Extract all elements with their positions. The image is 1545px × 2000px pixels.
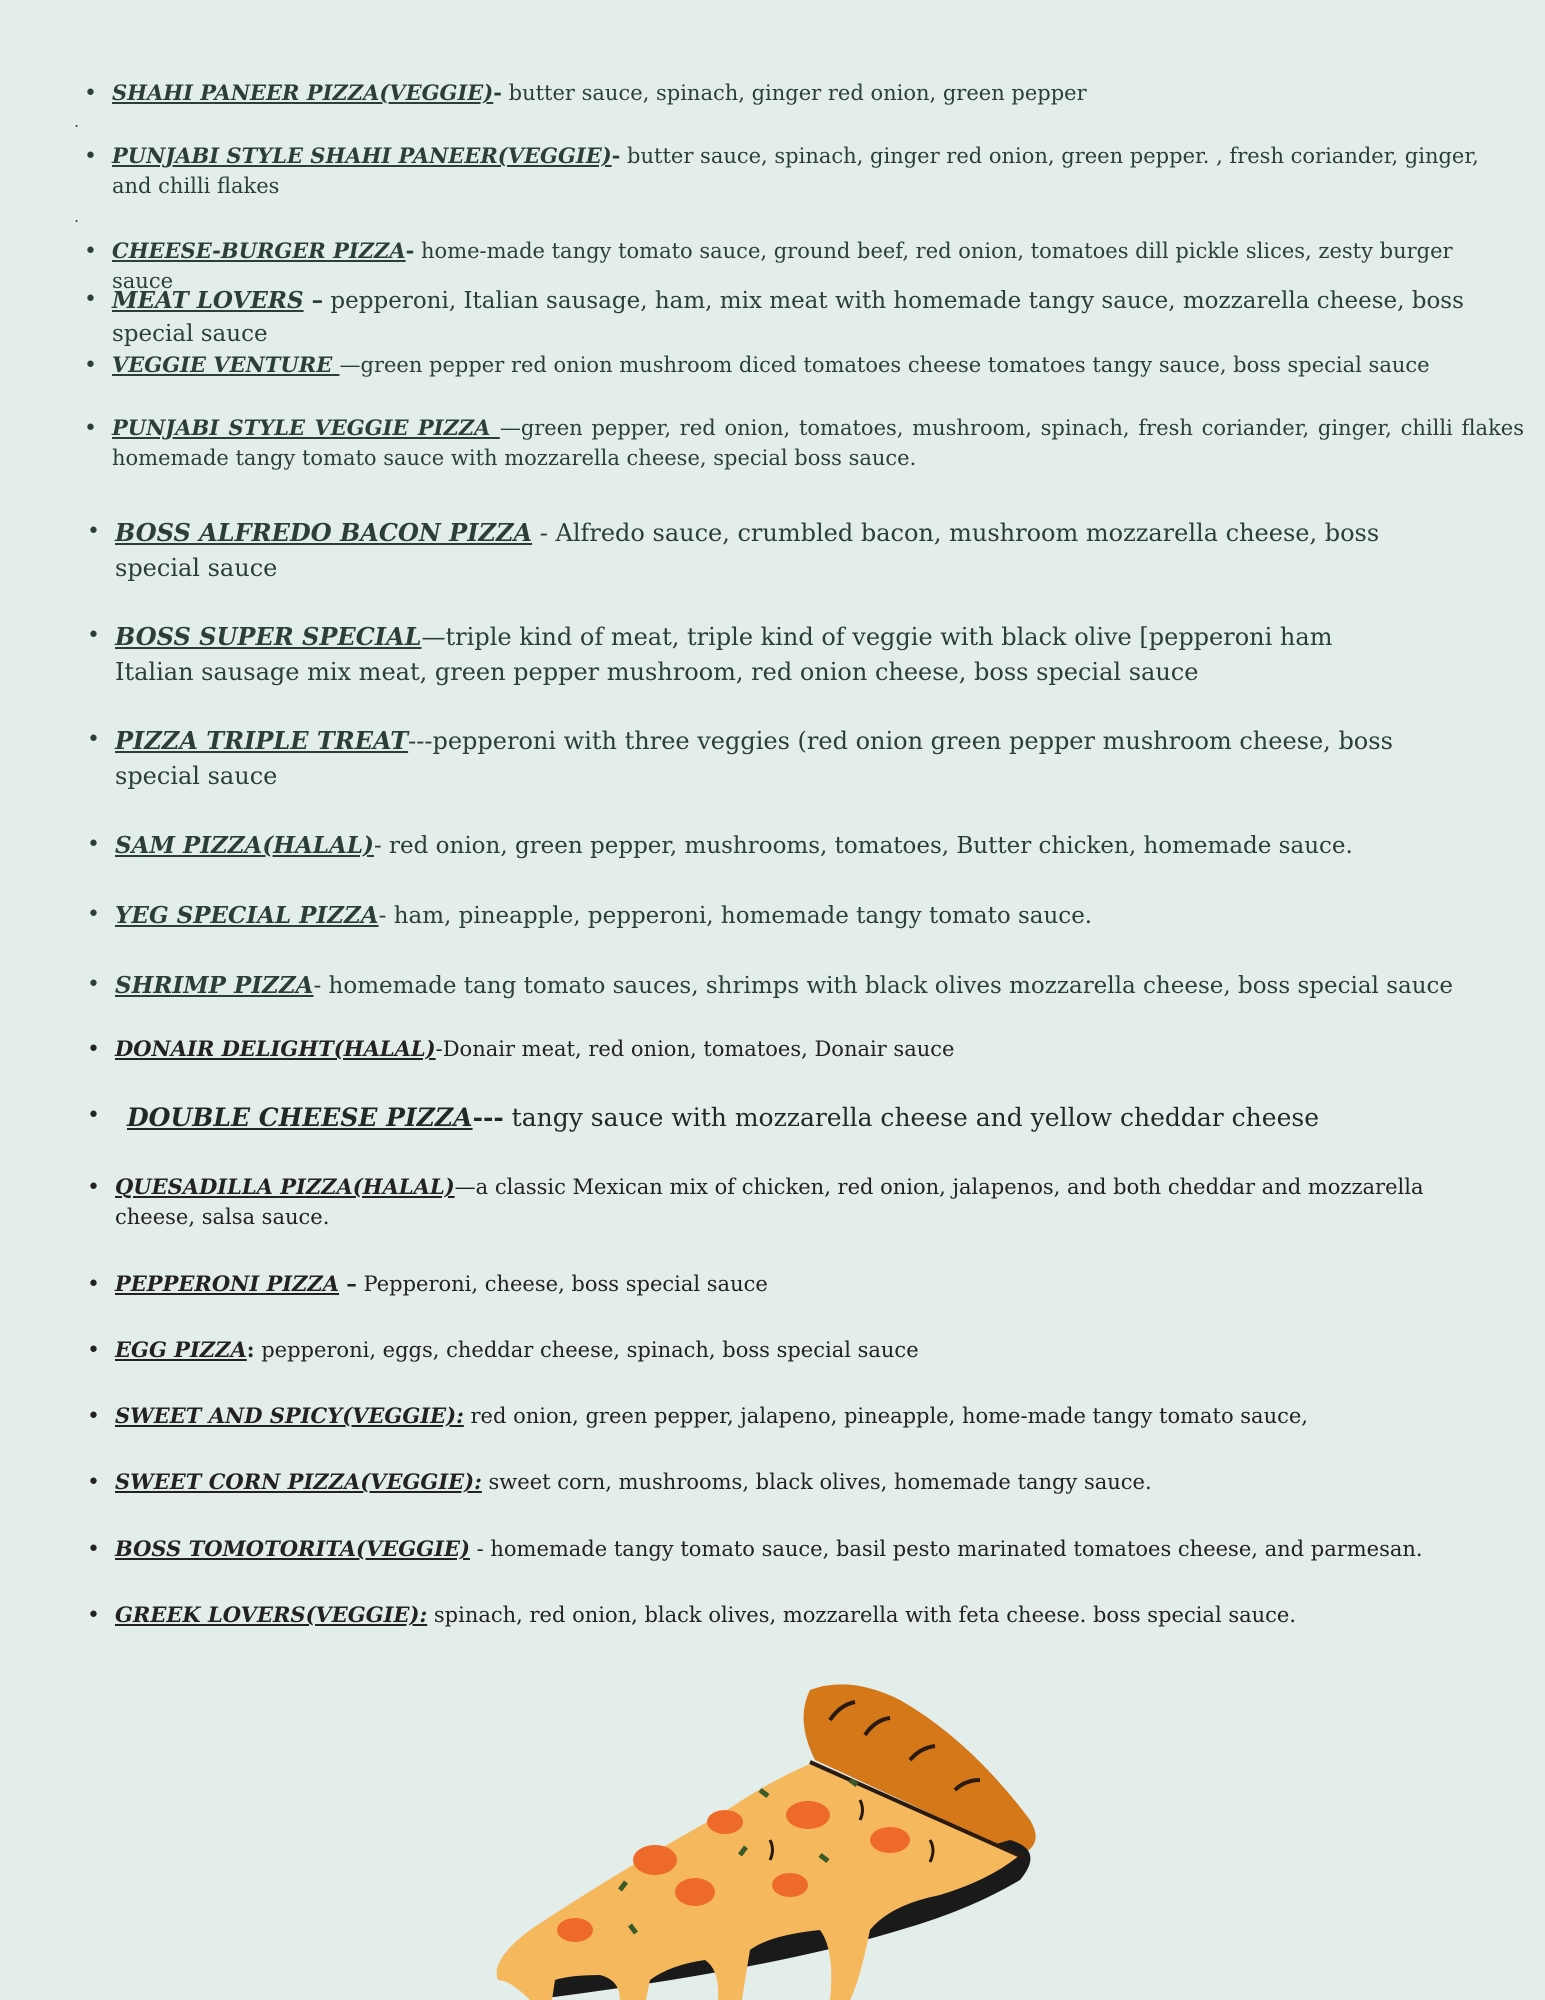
bullet: • bbox=[87, 1603, 100, 1628]
menu-item bbox=[87, 1172, 1507, 1233]
bullet: • bbox=[87, 1175, 100, 1200]
pizza-description: Pepperoni, cheese, boss special sauce bbox=[356, 1272, 768, 1296]
menu-item bbox=[87, 1269, 1507, 1301]
stray-dot: . bbox=[74, 207, 80, 226]
bullet: • bbox=[84, 239, 97, 264]
pizza-name: MEAT LOVERS bbox=[112, 287, 304, 314]
pizza-slice-illustration bbox=[470, 1680, 1050, 2000]
bullet: • bbox=[84, 287, 97, 312]
bullet: • bbox=[84, 353, 97, 378]
stray-dot: . bbox=[74, 112, 80, 131]
pepperoni bbox=[633, 1845, 677, 1875]
pizza-separator: : bbox=[246, 1337, 255, 1362]
pizza-name: BOSS TOMOTORITA(VEGGIE) bbox=[115, 1536, 470, 1561]
pizza-separator: - bbox=[405, 238, 415, 263]
bullet: • bbox=[87, 1470, 100, 1495]
menu-item bbox=[84, 78, 1504, 110]
pizza-separator: --- bbox=[472, 1103, 504, 1132]
pizza-description: sweet corn, mushrooms, black olives, homemade tangy sauce. bbox=[481, 1470, 1152, 1494]
pizza-separator: - bbox=[493, 80, 502, 105]
pizza-name: SWEET AND SPICY(VEGGIE): bbox=[115, 1403, 464, 1428]
pizza-description: home-made tangy tomato sauce, ground beef, red onion, tomatoes dill pickle slices, zesty burger sauce bbox=[112, 239, 1453, 294]
pizza-description: -Donair meat, red onion, tomatoes, Donair sauce bbox=[435, 1037, 955, 1061]
pizza-description: —green pepper, red onion, tomatoes, mushroom, spinach, fresh coriander, ginger, chilli flakes homemade tangy tomato sauce with mozzarella cheese, special boss sauce. bbox=[112, 416, 1524, 471]
bullet: • bbox=[87, 1272, 100, 1297]
pepperoni bbox=[675, 1878, 715, 1906]
pizza-name: YEG SPECIAL PIZZA bbox=[115, 902, 379, 929]
menu-item bbox=[87, 1401, 1507, 1433]
pizza-description: —green pepper red onion mushroom diced tomatoes cheese tomatoes tangy sauce, boss special sauce bbox=[339, 353, 1430, 377]
pizza-name: QUESADILLA PIZZA(HALAL) bbox=[115, 1174, 455, 1199]
menu-item bbox=[87, 1100, 1527, 1136]
pizza-description: - ham, pineapple, pepperoni, homemade tangy tomato sauce. bbox=[378, 903, 1093, 929]
pizza-description: - red onion, green pepper, mushrooms, tomatoes, Butter chicken, homemade sauce. bbox=[373, 833, 1353, 859]
menu-item bbox=[84, 284, 1524, 352]
pizza-name: PEPPERONI PIZZA bbox=[115, 1271, 340, 1296]
menu-item bbox=[84, 413, 1524, 474]
bullet: • bbox=[84, 81, 97, 106]
pizza-name: EGG PIZZA bbox=[115, 1337, 247, 1362]
bullet: • bbox=[87, 902, 100, 927]
pepperoni bbox=[786, 1801, 830, 1829]
menu-item bbox=[87, 724, 1417, 794]
bullet: • bbox=[87, 1338, 100, 1363]
pizza-separator: - bbox=[611, 143, 621, 168]
bullet: • bbox=[87, 1404, 100, 1429]
pizza-name: CHEESE-BURGER PIZZA bbox=[112, 238, 406, 263]
pizza-description: - Alfredo sauce, crumbled bacon, mushroom mozzarella cheese, boss special sauce bbox=[115, 519, 1380, 582]
pizza-name: DOUBLE CHEESE PIZZA bbox=[127, 1103, 473, 1132]
pizza-description: butter sauce, spinach, ginger red onion, green pepper. , fresh coriander, ginger, and chilli flakes bbox=[112, 144, 1479, 199]
pizza-description: pepperoni, Italian sausage, ham, mix meat with homemade tangy sauce, mozzarella cheese, boss special sauce bbox=[112, 288, 1464, 348]
pizza-name: SAM PIZZA(HALAL) bbox=[115, 832, 374, 859]
pizza-description: spinach, red onion, black olives, mozzarella with feta cheese. boss special sauce. bbox=[427, 1603, 1297, 1627]
menu-item bbox=[87, 1534, 1507, 1566]
pizza-separator: – bbox=[303, 287, 324, 314]
pizza-name: SWEET CORN PIZZA(VEGGIE): bbox=[115, 1469, 482, 1494]
pepperoni bbox=[557, 1918, 593, 1942]
pepperoni bbox=[870, 1827, 910, 1853]
menu-item bbox=[87, 620, 1417, 690]
pizza-description: - homemade tang tomato sauces, shrimps with black olives mozzarella cheese, boss special sauce bbox=[313, 973, 1454, 999]
bullet: • bbox=[87, 519, 100, 544]
bullet: • bbox=[84, 144, 97, 169]
pizza-description: —triple kind of meat, triple kind of veggie with black olive [pepperoni ham Italian sausage mix meat, green pepper mushroom, red onion cheese, boss special sauce bbox=[115, 623, 1333, 686]
pizza-description: —a classic Mexican mix of chicken, red onion, jalapenos, and both cheddar and mozzarella cheese, salsa sauce. bbox=[115, 1175, 1424, 1230]
bullet: • bbox=[84, 416, 97, 441]
pizza-name: GREEK LOVERS(VEGGIE): bbox=[115, 1602, 428, 1627]
pizza-name: VEGGIE VENTURE bbox=[112, 352, 340, 377]
pizza-description: tangy sauce with mozzarella cheese and yellow cheddar cheese bbox=[503, 1103, 1319, 1132]
menu-item bbox=[87, 1600, 1507, 1632]
menu-item bbox=[87, 969, 1527, 1003]
pizza-name: BOSS ALFREDO BACON PIZZA bbox=[115, 518, 533, 547]
menu-item bbox=[87, 1467, 1507, 1499]
bullet: • bbox=[87, 1537, 100, 1562]
pizza-description: butter sauce, spinach, ginger red onion, green pepper bbox=[501, 81, 1087, 105]
menu-item bbox=[87, 829, 1507, 863]
pizza-name: PUNJABI STYLE SHAHI PANEER(VEGGIE) bbox=[112, 143, 612, 168]
menu-item bbox=[84, 141, 1504, 202]
bullet: • bbox=[87, 1037, 100, 1062]
bullet: • bbox=[87, 623, 100, 648]
bullet: • bbox=[87, 727, 100, 752]
pizza-name: BOSS SUPER SPECIAL bbox=[115, 622, 422, 651]
pizza-description: pepperoni, eggs, cheddar cheese, spinach, boss special sauce bbox=[254, 1338, 919, 1362]
pepperoni bbox=[772, 1873, 808, 1897]
pizza-name: SHAHI PANEER PIZZA(VEGGIE) bbox=[112, 80, 494, 105]
menu-item bbox=[84, 350, 1504, 382]
pizza-name: PIZZA TRIPLE TREAT bbox=[115, 726, 409, 755]
bullet: • bbox=[87, 832, 100, 857]
pepperoni bbox=[707, 1810, 743, 1834]
pizza-name: SHRIMP PIZZA bbox=[115, 972, 314, 999]
menu-item bbox=[87, 1034, 1507, 1066]
pizza-description: - homemade tangy tomato sauce, basil pesto marinated tomatoes cheese, and parmesan. bbox=[469, 1537, 1423, 1561]
pizza-separator: – bbox=[339, 1271, 357, 1296]
bullet: • bbox=[87, 972, 100, 997]
pizza-name: PUNJABI STYLE VEGGIE PIZZA bbox=[112, 415, 500, 440]
pizza-description: ---pepperoni with three veggies (red onion green pepper mushroom cheese, boss special sauce bbox=[115, 727, 1393, 790]
menu-item bbox=[87, 899, 1507, 933]
menu-item bbox=[87, 1335, 1507, 1367]
bullet: • bbox=[87, 1103, 100, 1128]
menu-item bbox=[87, 516, 1417, 586]
pizza-description: red onion, green pepper, jalapeno, pineapple, home-made tangy tomato sauce, bbox=[463, 1404, 1308, 1428]
pizza-name: DONAIR DELIGHT(HALAL) bbox=[115, 1036, 436, 1061]
